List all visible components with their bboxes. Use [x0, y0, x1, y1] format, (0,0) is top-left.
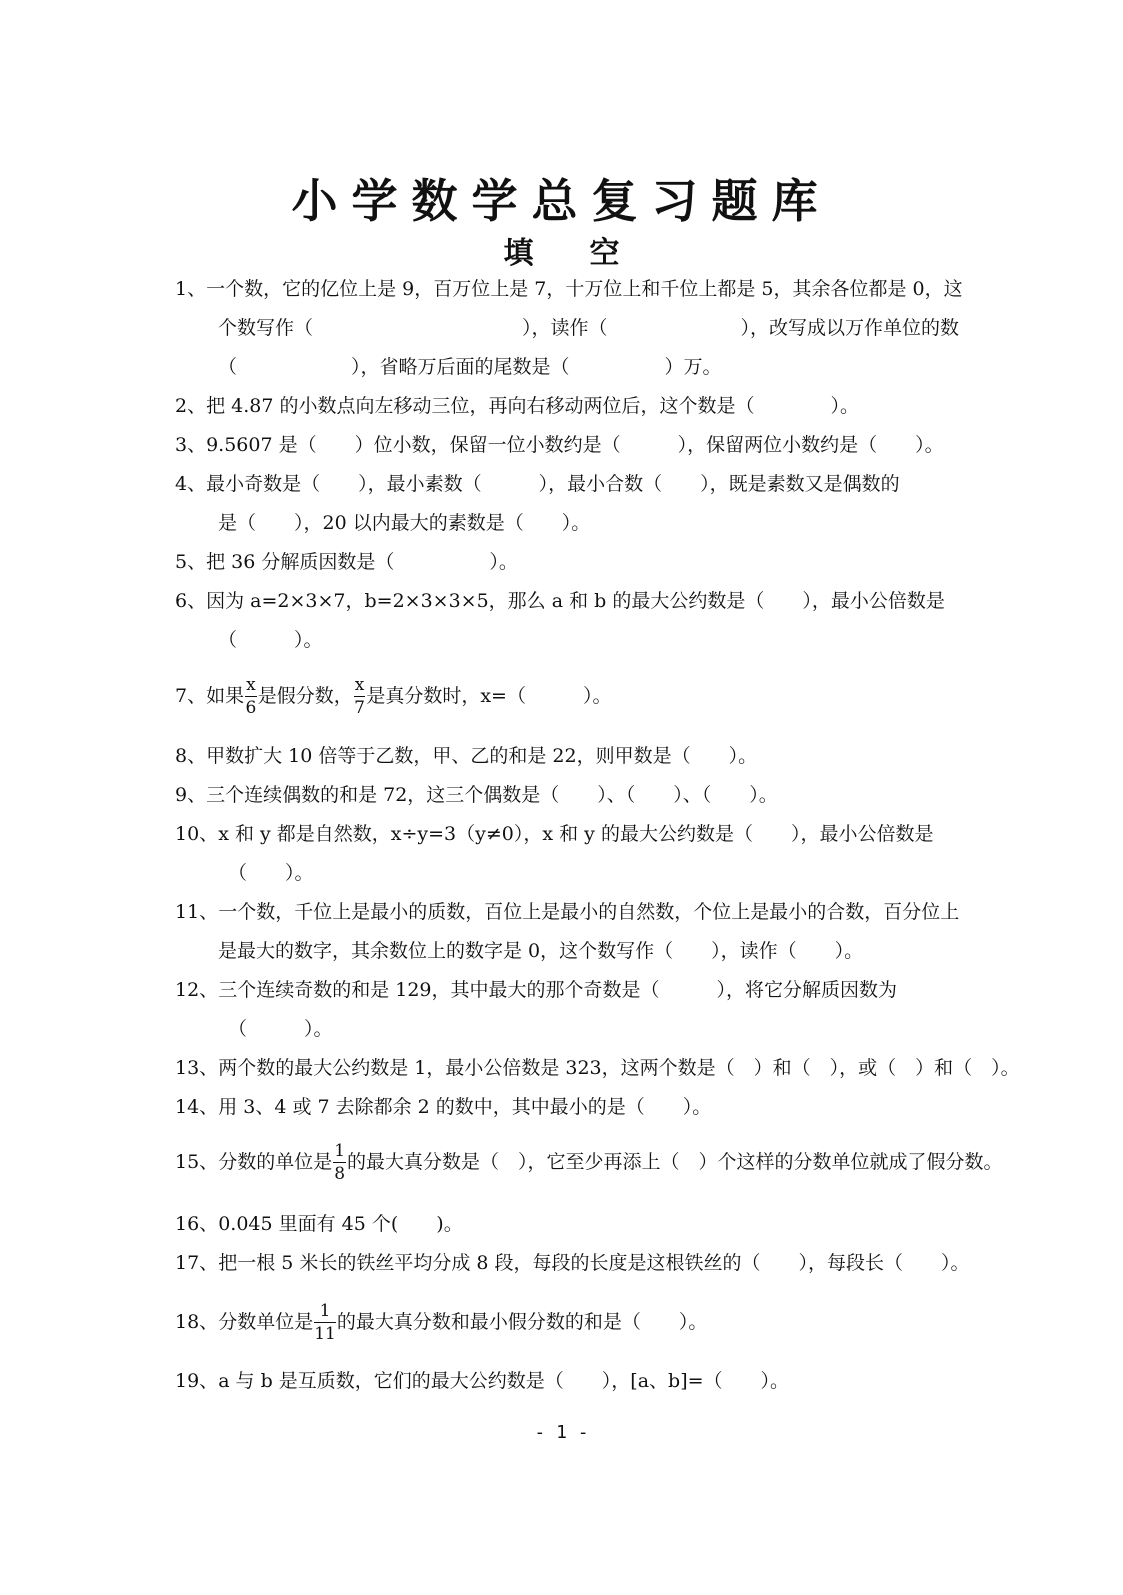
question-text: 一个数，千位上是最小的质数，百位上是最小的自然数，个位上是最小的合数，百分位上 [218, 901, 960, 923]
question-6-line-2: （ ）。 [218, 629, 323, 651]
question-text: 三个连续奇数的和是 129，其中最大的那个奇数是（ ），将它分解质因数为 [218, 979, 897, 1001]
page-number: - 1 - [534, 1422, 589, 1443]
fraction-denominator: 8 [334, 1164, 346, 1184]
question-text: 三个连续偶数的和是 72，这三个偶数是（ ）、（ ）、（ ）。 [206, 784, 778, 806]
question-8 [175, 737, 1065, 776]
question-15 [175, 1143, 1065, 1183]
fraction-denominator: 6 [245, 698, 257, 718]
question-4-line-2: 是（ ），20 以内最大的素数是（ ）。 [218, 512, 591, 534]
question-text: 两个数的最大公约数是 1，最小公倍数是 323，这两个数是（ ）和（ ），或（ ）和（ ）。 [218, 1057, 1020, 1079]
question-number: 11、 [175, 901, 219, 923]
question-text: 把 4.87 的小数点向左移动三位，再向右移动两位后，这个数是（ ）。 [206, 395, 859, 417]
question-5 [175, 543, 1065, 582]
fraction-numerator: 1 [334, 1141, 346, 1161]
fraction-1-over-8 [333, 1143, 346, 1183]
question-7 [175, 677, 1065, 717]
question-18 [175, 1303, 1065, 1343]
question-13 [175, 1049, 1065, 1088]
question-number: 18、 [175, 1311, 219, 1333]
question-number: 1、 [175, 278, 207, 300]
page-title: 小学数学总复习题库 [291, 174, 832, 228]
question-text: 最小奇数是（ ），最小素数（ ），最小合数（ ），既是素数又是偶数的 [206, 473, 900, 495]
question-number: 15、 [175, 1151, 219, 1173]
question-number: 7、 [175, 685, 207, 707]
fraction-numerator: 1 [314, 1303, 336, 1323]
question-4 [175, 465, 1065, 504]
question-text-post: 是真分数时，x=（ ）。 [366, 685, 612, 707]
question-text: 因为 a=2×3×7，b=2×3×3×5，那么 a 和 b 的最大公约数是（ ），最小公倍数是 [206, 590, 945, 612]
question-2 [175, 387, 1065, 426]
fraction-x-over-7 [354, 677, 366, 717]
fraction-denominator: 11 [314, 1324, 336, 1344]
question-text: 用 3、4 或 7 去除都余 2 的数中，其中最小的是（ ）。 [218, 1096, 712, 1118]
question-text-mid: 是假分数， [257, 685, 353, 707]
fraction-x-over-6 [245, 677, 257, 717]
question-text: 9.5607 是（ ）位小数，保留一位小数约是（ ），保留两位小数约是（ ）。 [206, 434, 944, 456]
question-text-post: 的最大真分数和最小假分数的和是（ ）。 [336, 1311, 708, 1333]
question-10-line-2: （ ）。 [228, 862, 314, 884]
question-text: 甲数扩大 10 倍等于乙数，甲、乙的和是 22，则甲数是（ ）。 [206, 745, 758, 767]
question-19 [175, 1362, 1065, 1401]
question-number: 2、 [175, 395, 207, 417]
question-number: 4、 [175, 473, 207, 495]
question-number: 12、 [175, 979, 219, 1001]
question-number: 17、 [175, 1252, 219, 1274]
question-11-line-2: 是最大的数字，其余数位上的数字是 0，这个数写作（ ），读作（ ）。 [218, 940, 864, 962]
question-17 [175, 1244, 1065, 1283]
question-12 [175, 971, 1065, 1010]
question-number: 10、 [175, 823, 219, 845]
question-1-line-3: （ ），省略万后面的尾数是（ ）万。 [218, 356, 722, 378]
question-number: 16、 [175, 1213, 219, 1235]
question-14 [175, 1088, 1065, 1127]
question-1-line-2: 个数写作（ ），读作（ ），改写成以万作单位的数 [218, 317, 960, 339]
section-title: 填空 [503, 236, 676, 271]
question-text-pre: 分数的单位是 [218, 1151, 333, 1173]
fraction-numerator: x [246, 675, 256, 695]
question-text: 把 36 分解质因数是（ ）。 [206, 551, 518, 573]
question-number: 8、 [175, 745, 207, 767]
fraction-denominator: 7 [354, 698, 365, 718]
question-text: 0.045 里面有 45 个( )。 [218, 1213, 463, 1235]
question-3 [175, 426, 1065, 465]
question-text-pre: 如果 [206, 685, 245, 707]
question-number: 19、 [175, 1370, 219, 1392]
question-number: 6、 [175, 590, 207, 612]
question-text: a 与 b 是互质数，它们的最大公约数是（ ），[a、b]=（ ）。 [218, 1370, 790, 1392]
question-12-line-2: （ ）。 [228, 1018, 333, 1040]
question-16 [175, 1205, 1065, 1244]
question-10 [175, 815, 1065, 854]
question-text: x 和 y 都是自然数，x÷y=3（y≠0），x 和 y 的最大公约数是（ ），最小公倍数是 [218, 823, 934, 845]
question-9 [175, 776, 1065, 815]
question-number: 9、 [175, 784, 207, 806]
question-number: 13、 [175, 1057, 219, 1079]
question-number: 14、 [175, 1096, 219, 1118]
question-6 [175, 582, 1065, 621]
question-11 [175, 893, 1065, 932]
question-number: 5、 [175, 551, 207, 573]
question-number: 3、 [175, 434, 207, 456]
question-1 [175, 270, 1065, 309]
question-text-post: 的最大真分数是（ ），它至少再添上（ ）个这样的分数单位就成了假分数。 [347, 1151, 1003, 1173]
question-text: 一个数，它的亿位上是 9，百万位上是 7，十万位上和千位上都是 5，其余各位都是 0，这 [206, 278, 963, 300]
question-text: 把一根 5 米长的铁丝平均分成 8 段，每段的长度是这根铁丝的（ ），每段长（ ）。 [218, 1252, 970, 1274]
fraction-numerator: x [354, 675, 365, 695]
fraction-1-over-11 [314, 1303, 336, 1343]
question-text-pre: 分数单位是 [218, 1311, 314, 1333]
